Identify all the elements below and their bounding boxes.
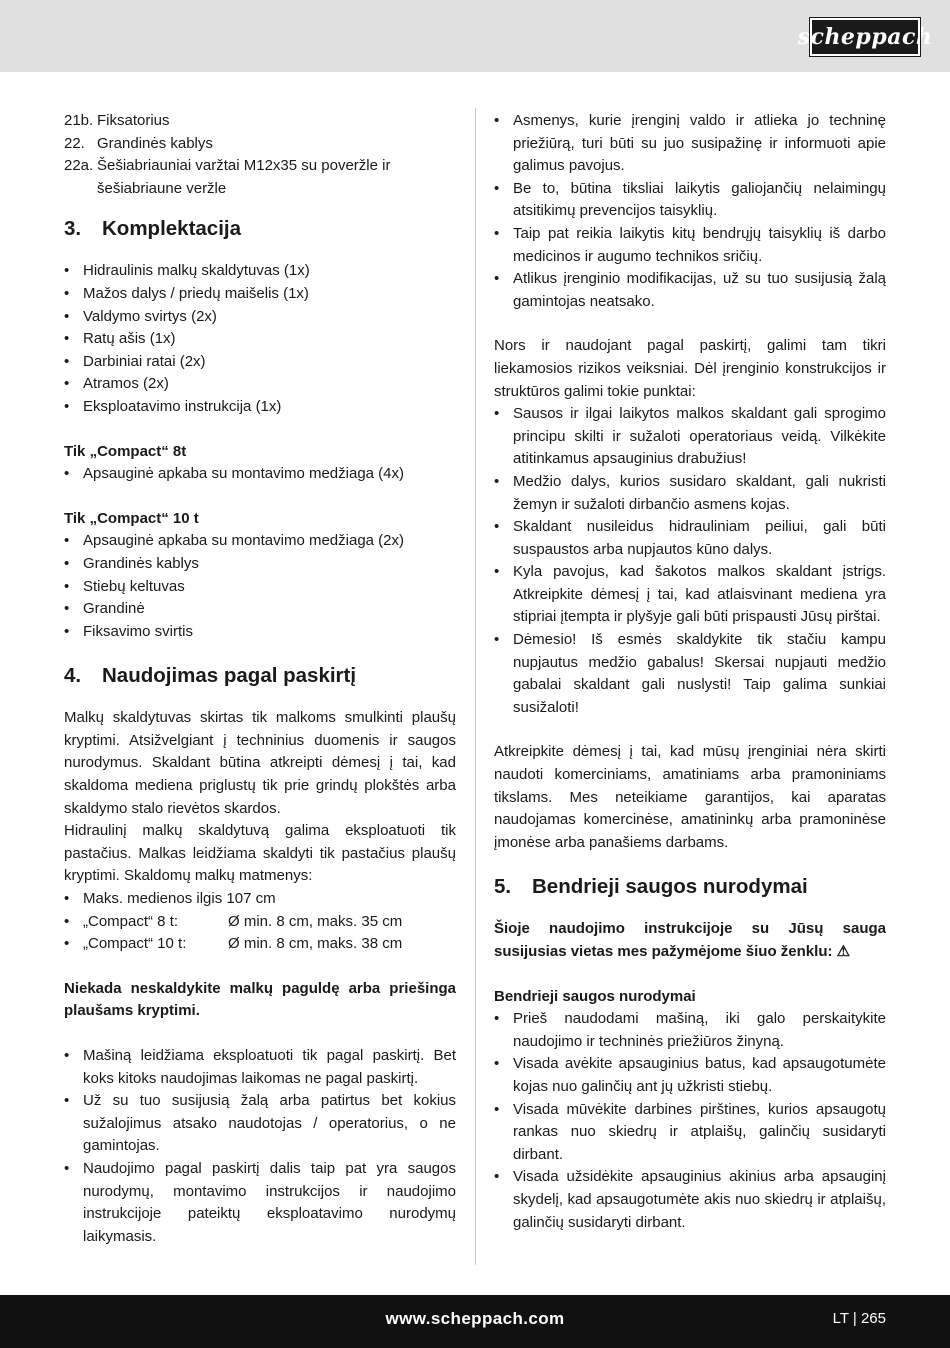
list-item: • Stiebų keltuvas [64, 576, 456, 599]
list-item: • Naudojimo pagal paskirtį dalis taip pat yra saugos nurodymų, montavimo instrukcijos ir naudojimo instrukcijoje pateiktų eksploatavimo nurodymų laikymasis. [64, 1158, 456, 1248]
dimension-label: • „Compact“ 10 t: [83, 935, 187, 953]
kit-list [64, 260, 456, 418]
dimension-label: • Maks. medienos ilgis 107 cm [83, 890, 276, 908]
list-item: • Hidraulinis malkų skaldytuvas (1x) [64, 260, 456, 283]
list-item: • Taip pat reikia laikytis kitų bendrųjų taisyklių iš darbo medicinos ir augumo technikos sričių. [494, 223, 886, 268]
section-heading-3 [64, 216, 456, 242]
dimension-value: Ø min. 8 cm, maks. 35 cm [228, 912, 403, 930]
compact8-title: Tik „Compact“ 8t [64, 442, 187, 460]
item-number: 22. [64, 134, 85, 152]
list-item: • Fiksavimo svirtis [64, 621, 456, 644]
list-item: • Kyla pavojus, kad šakotos malkos skaldant įstrigs. Atkreipkite dėmesį į tai, kad atlaisvinant mediena yra stipriai įtempta ir plyšyje gali būti prispausti Jūsų pirštai. [494, 561, 886, 629]
list-item: • Eksploatavimo instrukcija (1x) [64, 396, 456, 419]
list-item: • Dėmesio! Iš esmės skaldykite tik stačiu kampu nupjautus medžio gabalus! Skersai nupjauti medžio gabalai skaldant gali nuslysti! Taip galima sunkiai susižaloti! [494, 629, 886, 719]
brand-logo: scheppach [810, 18, 920, 56]
item-text: Šešiabriauniai varžtai M12x35 su poveržle ir šešiabriaune veržle [97, 157, 391, 197]
page-number: LT | 265 [832, 1310, 886, 1327]
list-item: • Darbiniai ratai (2x) [64, 351, 456, 374]
list-item: • Grandinė [64, 598, 456, 621]
commercial-use-paragraph: Atkreipkite dėmesį į tai, kad mūsų įrenginiai nėra skirti naudoti komerciniams, amatiniams arba pramoniniams tikslams. Mes neteikiame garantijos, kai aparatas naudojamas komercinėse, amatininkų arba pramoninėse įmonėse arba panašiems darbams. [494, 743, 886, 851]
parts-list-item [64, 110, 456, 133]
list-item: • Visada užsidėkite apsauginius akinius arba apsauginį skydelį, kad apsaugotumėte akis nuo skiedrų ir atplaišų, galinčių susidaryti dirbant. [494, 1166, 886, 1234]
parts-list-item [64, 155, 456, 200]
left-column [64, 110, 456, 1248]
use-list [64, 1045, 456, 1248]
safety-subtitle: Bendrieji saugos nurodymai [494, 987, 696, 1005]
list-item: • Ratų ašis (1x) [64, 328, 456, 351]
item-text: Grandinės kablys [97, 134, 213, 152]
section-heading-5 [494, 874, 886, 900]
compact8-list [64, 463, 456, 486]
operation-paragraph: Hidraulinį malkų skaldytuvą galima eksploatuoti tik pastačius. Malkas leidžiama skaldyti tik pastačius plaušų kryptimi. Skaldomų malkų matmenys: [64, 822, 456, 885]
heading-number: 3. [64, 217, 82, 241]
risk-list [494, 403, 886, 719]
heading-title: Bendrieji saugos nurodymai [532, 875, 808, 899]
heading-title: Komplektacija [102, 217, 241, 241]
list-item: • Apsauginė apkaba su montavimo medžiaga (4x) [64, 463, 456, 486]
warning-text: Niekada neskaldykite malkų paguldę arba priešinga plaušams kryptimi. [64, 979, 456, 1020]
list-item: • Atlikus įrenginio modifikacijas, už su tuo susijusią žalą gamintojas neatsako. [494, 268, 886, 313]
footer-bar [0, 1295, 950, 1348]
item-number: 22a. [64, 157, 94, 175]
list-item: • Sausos ir ilgai laikytos malkos skaldant gali sprogimo principu skilti ir sužaloti operatoriaus veidą. Vilkėkite atitinkamus apsauginius drabužius! [494, 403, 886, 471]
list-item: • Asmenys, kurie įrenginį valdo ir atlieka jo techninę priežiūrą, turi būti su juo susipažinę ir informuoti apie galimus pavojus. [494, 110, 886, 178]
heading-number: 4. [64, 664, 82, 688]
list-item: • Visada mūvėkite darbines pirštines, kurios apsaugotų rankas nuo skiedrų ir atplaišų, galinčių susidaryti dirbant. [494, 1099, 886, 1167]
compact10-list [64, 530, 456, 643]
safety-note: Šioje naudojimo instrukcijoje su Jūsų sauga susijusias vietas mes pažymėjome šiuo ženklu: ⚠ [494, 920, 886, 960]
heading-number: 5. [494, 875, 512, 899]
item-number: 21b. [64, 112, 94, 129]
dimension-label: • „Compact“ 8 t: [83, 912, 179, 930]
list-item: • Skaldant nusileidus hidrauliniam peiliui, gali būti suspaustos arba nupjautos kūno dalys. [494, 516, 886, 561]
list-item: • Prieš naudodami mašiną, iki galo perskaitykite naudojimo ir techninės priežiūros žinyną. [494, 1008, 886, 1053]
list-item: • Grandinės kablys [64, 553, 456, 576]
list-item: • Mažos dalys / priedų maišelis (1x) [64, 283, 456, 306]
list-item: • Medžio dalys, kurios susidaro skaldant, gali nukristi žemyn ir sužaloti dirbančio asmens kojas. [494, 471, 886, 516]
compact10-title: Tik „Compact“ 10 t [64, 509, 199, 527]
parts-list-item [64, 133, 456, 156]
list-item: • Už su tuo susijusią žalą arba patirtus bet kokius sužalojimus atsako naudotojas / operatorius, o ne gamintojas. [64, 1090, 456, 1158]
dimensions-list [64, 888, 456, 956]
parts-list [64, 110, 456, 200]
item-text: Fiksatorius [97, 112, 170, 129]
list-item: • Valdymo svirtys (2x) [64, 306, 456, 329]
list-item: • Apsauginė apkaba su montavimo medžiaga (2x) [64, 530, 456, 553]
dimension-item [64, 933, 456, 956]
dimension-value: Ø min. 8 cm, maks. 38 cm [228, 935, 403, 953]
header-band [0, 0, 950, 72]
residual-risk-paragraph: Nors ir naudojant pagal paskirtį, galimi tam tikri liekamosios rizikos veiksniai. Dėl įrenginio konstrukcijos ir struktūros galimi tokie punktai: [494, 337, 886, 400]
list-item: • Visada avėkite apsauginius batus, kad apsaugotumėte kojas nuo galinčių ant jų užkristi stiebų. [494, 1053, 886, 1098]
list-item: • Mašiną leidžiama eksploatuoti tik pagal paskirtį. Bet koks kitoks naudojimas laikomas ne pagal paskirtį. [64, 1045, 456, 1090]
safety-list [494, 1008, 886, 1234]
heading-title: Naudojimas pagal paskirtį [102, 664, 357, 688]
intended-use-paragraph: Malkų skaldytuvas skirtas tik malkoms smulkinti plaušų kryptimi. Atsižvelgiant į techninius duomenis ir saugos nurodymus. Skaldant būtina atkreipti dėmesį į tai, kad skaldoma mediena priglustų tik prie grindų plokštės arba skaldymo stalo rievėtos skardos. [64, 709, 456, 817]
list-item: • Atramos (2x) [64, 373, 456, 396]
right-column [494, 110, 886, 1234]
operator-list [494, 110, 886, 313]
section-heading-4 [64, 663, 456, 689]
dimension-item [64, 911, 456, 934]
column-divider [475, 108, 476, 1265]
website-link[interactable]: www.scheppach.com [385, 1309, 565, 1328]
list-item: • Be to, būtina tiksliai laikytis galiojančių nelaimingų atsitikimų prevencijos taisyklių. [494, 178, 886, 223]
dimension-item [64, 888, 456, 911]
